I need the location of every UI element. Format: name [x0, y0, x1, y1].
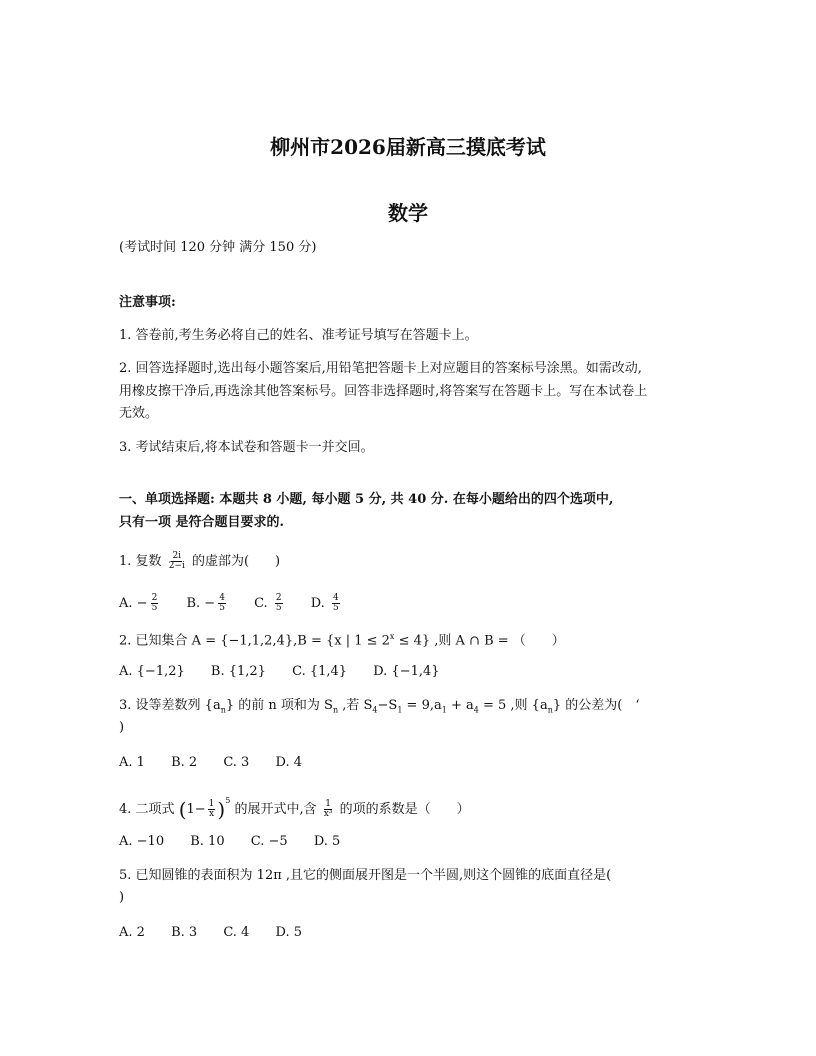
- q3-sub-n-1: n: [220, 705, 226, 715]
- question-5-cont: ): [119, 890, 125, 905]
- note-2-line-2: 用橡皮擦干净后,再选涂其他答案标号。回答非选择题时,将答案写在答题卡上。写在本试卷上: [119, 384, 648, 399]
- q1-option-b-label: B.: [186, 596, 201, 611]
- q3-sub-4-2: 4: [473, 705, 479, 715]
- q1-fraction: [168, 552, 186, 571]
- q1-option-d-label: D.: [310, 596, 325, 611]
- q1-option-b-num: 4: [219, 593, 225, 603]
- question-3: [119, 698, 639, 719]
- q3-part-b: } 的前 n 项和为 S: [225, 698, 333, 713]
- q3-sub-n-2: n: [332, 705, 339, 715]
- q2-option-c: C. {1,4}: [292, 664, 348, 679]
- q3-part-g: = 5 ,则 {a: [478, 698, 548, 713]
- q4-inner-frac: [208, 800, 216, 819]
- q3-part-e: = 9,a: [402, 698, 442, 713]
- q3-options: [119, 755, 324, 771]
- note-1: 1. 答卷前,考生务必将自己的姓名、准考证号填写在答题卡上。: [119, 328, 478, 343]
- q2-option-b: B. {1,2}: [210, 664, 266, 679]
- q4-option-b: B. 10: [190, 834, 225, 849]
- q1-option-c-num: 2: [275, 593, 282, 603]
- q5-option-b: B. 3: [171, 925, 198, 940]
- section-1-heading: 一、单项选择题: 本题共 8 小题, 每小题 5 分, 共 40 分. 在每小题给出的四个选项中,: [119, 492, 614, 507]
- q1-option-d-num: 4: [332, 593, 339, 603]
- q1-option-a-frac: [151, 594, 159, 613]
- subject-title: 数学: [388, 201, 428, 225]
- question-4: [119, 793, 470, 822]
- question-1: [119, 552, 280, 571]
- exam-info: (考试时间 120 分钟 满分 150 分): [119, 240, 317, 255]
- q1-option-c-den: 5: [275, 603, 282, 613]
- q4-close-paren: ): [217, 797, 226, 822]
- q1-option-b: [186, 594, 227, 613]
- q3-part-a: 3. 设等差数列 {a: [119, 698, 221, 713]
- q3-part-c: ,若 S: [338, 698, 373, 713]
- q4-options: [119, 834, 362, 850]
- q5-option-c: C. 4: [223, 925, 250, 940]
- q4-term-den: x³: [323, 809, 333, 819]
- question-5: 5. 已知圆锥的表面积为 12π ,且它的侧面展开图是一个半圆,则这个圆锥的底面直径是(: [119, 868, 612, 883]
- q1-option-a: [119, 594, 160, 613]
- q4-suffix: 的项的系数是（ ）: [339, 802, 470, 817]
- q1-option-a-label: A.: [119, 596, 133, 611]
- q1-frac-den: 2−i: [168, 561, 185, 571]
- q3-option-b: B. 2: [171, 755, 198, 770]
- q3-sub-1-1: 1: [397, 705, 403, 715]
- q4-power: 5: [225, 796, 231, 805]
- q4-option-d: D. 5: [313, 834, 341, 849]
- q3-part-f: + a: [446, 698, 474, 713]
- q3-sub-1-2: 1: [441, 705, 447, 715]
- q2-options: [119, 664, 462, 680]
- q1-option-d: [311, 594, 342, 613]
- q4-inner-a: 1−: [186, 802, 206, 817]
- q2-text: 2. 已知集合 A = {−1,1,2,4},B = {x | 1 ≤ 2: [119, 633, 390, 649]
- q3-sub-n-3: n: [547, 705, 553, 715]
- q1-option-b-sign: −: [204, 596, 216, 611]
- q3-option-a: A. 1: [119, 755, 145, 770]
- q1-option-a-sign: −: [136, 596, 148, 611]
- q4-term-num: 1: [325, 799, 331, 809]
- q4-term-frac: [323, 800, 334, 819]
- q4-option-c: C. −5: [250, 834, 288, 849]
- note-3: 3. 考试结束后,将本试卷和答题卡一并交回。: [119, 440, 374, 455]
- q1-option-b-den: 5: [219, 603, 225, 613]
- q3-sub-4-1: 4: [372, 705, 378, 715]
- page-title: 柳州市2026届新高三摸底考试: [270, 135, 546, 159]
- q2-exponent: x: [389, 632, 395, 641]
- q5-option-a: A. 2: [119, 925, 145, 940]
- q1-option-c-frac: [275, 594, 283, 613]
- q2-option-a: A. {−1,2}: [119, 664, 185, 679]
- note-2-line-3: 无效。: [119, 406, 159, 421]
- notes-heading: 注意事项:: [119, 295, 176, 310]
- q1-option-d-frac: [332, 594, 340, 613]
- q4-inner-num: 1: [208, 799, 215, 809]
- q1-option-c: [254, 594, 285, 613]
- q1-suffix: 的虚部为( ): [191, 554, 281, 569]
- q3-option-c: C. 3: [223, 755, 250, 770]
- q4-inner-den: x: [209, 809, 215, 819]
- q1-option-c-label: C.: [254, 596, 268, 611]
- q4-option-a: A. −10: [119, 834, 165, 849]
- q1-options: [119, 594, 364, 613]
- q2-option-d: D. {−1,4}: [373, 664, 440, 679]
- q1-option-a-num: 2: [151, 593, 158, 603]
- q3-option-d: D. 4: [275, 755, 302, 770]
- q1-option-a-den: 5: [151, 603, 158, 613]
- note-2-line-1: 2. 回答选择题时,选出每小题答案后,用铅笔把答题卡上对应题目的答案标号涂黑。如需改动,: [119, 361, 642, 376]
- section-1-heading-cont: 只有一项 是符合题目要求的.: [119, 515, 285, 530]
- q3-part-d: −S: [377, 698, 398, 713]
- question-2: [119, 629, 565, 649]
- q1-frac-num: 2i: [172, 551, 182, 561]
- q4-open-paren: (: [178, 797, 187, 822]
- q5-options: [119, 925, 324, 941]
- q5-option-d: D. 5: [275, 925, 302, 940]
- q1-prefix: 1. 复数: [119, 554, 162, 569]
- q3-part-h: } 的公差为( ‘: [552, 698, 640, 713]
- q4-mid: 的展开式中,含: [234, 802, 317, 817]
- question-3-cont: ): [119, 720, 125, 735]
- q1-option-d-den: 5: [332, 603, 339, 613]
- q1-option-b-frac: [218, 594, 226, 613]
- q2-text-cont: ≤ 4} ,则 A ∩ B = （ ）: [394, 633, 565, 649]
- q4-prefix: 4. 二项式: [119, 802, 175, 817]
